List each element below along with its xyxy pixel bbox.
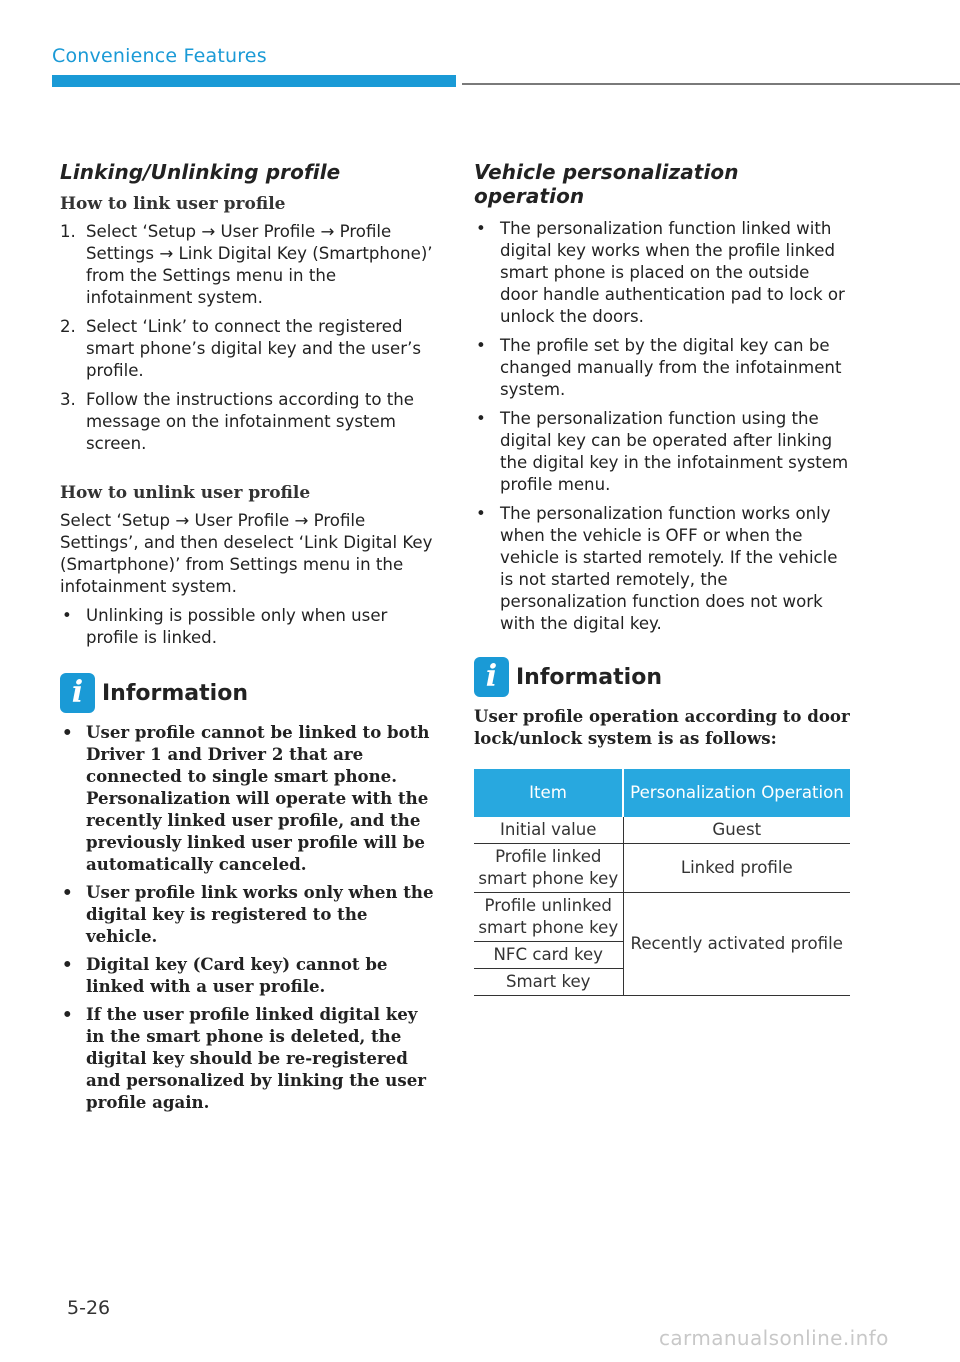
list-item: • User profile cannot be linked to both Driver 1 and Driver 2 that are connected to single smart phone. Personalization will operate with the recently linked user profile, and the previously linked user profile will be automatically canceled.	[62, 722, 430, 874]
table-cell: NFC card key	[474, 942, 623, 969]
table-cell: Profile unlinked smart phone key	[474, 893, 623, 942]
info-text: User profile operation according to door lock/unlock system is as follows:	[474, 706, 850, 748]
info-title: Information	[102, 680, 248, 706]
table-header-row	[474, 769, 850, 817]
info-header	[474, 657, 850, 697]
table-row	[474, 893, 850, 942]
link-subheading: How to link user profile	[60, 194, 286, 214]
left-column	[60, 160, 438, 1119]
list-item: 2. Select ‘Link’ to connect the registered smart phone’s digital key and the user’s profile.	[60, 317, 421, 380]
table-cell: Recently activated profile	[623, 893, 850, 996]
info-icon: i	[474, 657, 509, 697]
personalization-heading: Vehicle personalization operation	[474, 160, 739, 208]
list-item: • If the user profile linked digital key in the smart phone is deleted, the digital key should be re-registered and personalized by linking the user profile again.	[62, 1004, 427, 1112]
linking-heading: Linking/Unlinking profile	[60, 160, 341, 184]
personalization-notes	[474, 218, 850, 635]
table-cell: Initial value	[474, 817, 623, 844]
list-item: • The personalization function using the digital key can be operated after linking the digital key in the infotainment system profile menu.	[476, 409, 849, 494]
table-header-item: Item	[474, 769, 623, 817]
watermark: carmanualsonline.info	[659, 1326, 889, 1350]
info-header	[60, 673, 438, 713]
list-item: • Unlinking is possible only when user profile is linked.	[62, 606, 388, 647]
header-divider	[462, 83, 960, 85]
list-item: • Digital key (Card key) cannot be linked with a user profile.	[62, 954, 388, 996]
section-title: Convenience Features	[52, 45, 267, 67]
link-steps	[60, 221, 438, 455]
info-icon: i	[60, 673, 95, 713]
info-notes	[60, 721, 438, 1113]
right-column	[474, 160, 850, 996]
list-item: 3. Follow the instructions according to the message on the infotainment system screen.	[60, 390, 415, 453]
list-item: • User profile link works only when the digital key is registered to the vehicle.	[62, 882, 434, 946]
page-number: 5-26	[67, 1297, 111, 1319]
list-item: 1. Select ‘Setup → User Profile → Profile Settings → Link Digital Key (Smartphone)’ from the Settings menu in the infotainment system.	[60, 222, 433, 307]
header-accent-bar	[52, 75, 456, 87]
unlink-subheading: How to unlink user profile	[60, 483, 311, 503]
table-cell: Profile linked smart phone key	[474, 844, 623, 893]
table-header-operation: Personalization Operation	[623, 769, 850, 817]
table-row	[474, 844, 850, 893]
unlink-notes	[60, 605, 438, 649]
personalization-table	[474, 769, 850, 996]
table-cell: Linked profile	[623, 844, 850, 893]
list-item: • The profile set by the digital key can be changed manually from the infotainment system.	[476, 336, 842, 399]
list-item: • The personalization function works only when the vehicle is OFF or when the vehicle is started remotely. If the vehicle is not started remotely, the personalization function does not work with the digital key.	[476, 504, 838, 633]
info-title: Information	[516, 664, 662, 690]
table-cell: Smart key	[474, 969, 623, 996]
unlink-instructions: Select ‘Setup → User Profile → Profile Settings’, and then deselect ‘Link Digital Key (Smartphone)’ from Settings menu in the infotainment system.	[60, 511, 433, 596]
list-item: • The personalization function linked with digital key works when the profile linked smart phone is placed on the outside door handle authentication pad to lock or unlock the doors.	[476, 219, 845, 326]
table-row	[474, 817, 850, 844]
table-cell: Guest	[623, 817, 850, 844]
